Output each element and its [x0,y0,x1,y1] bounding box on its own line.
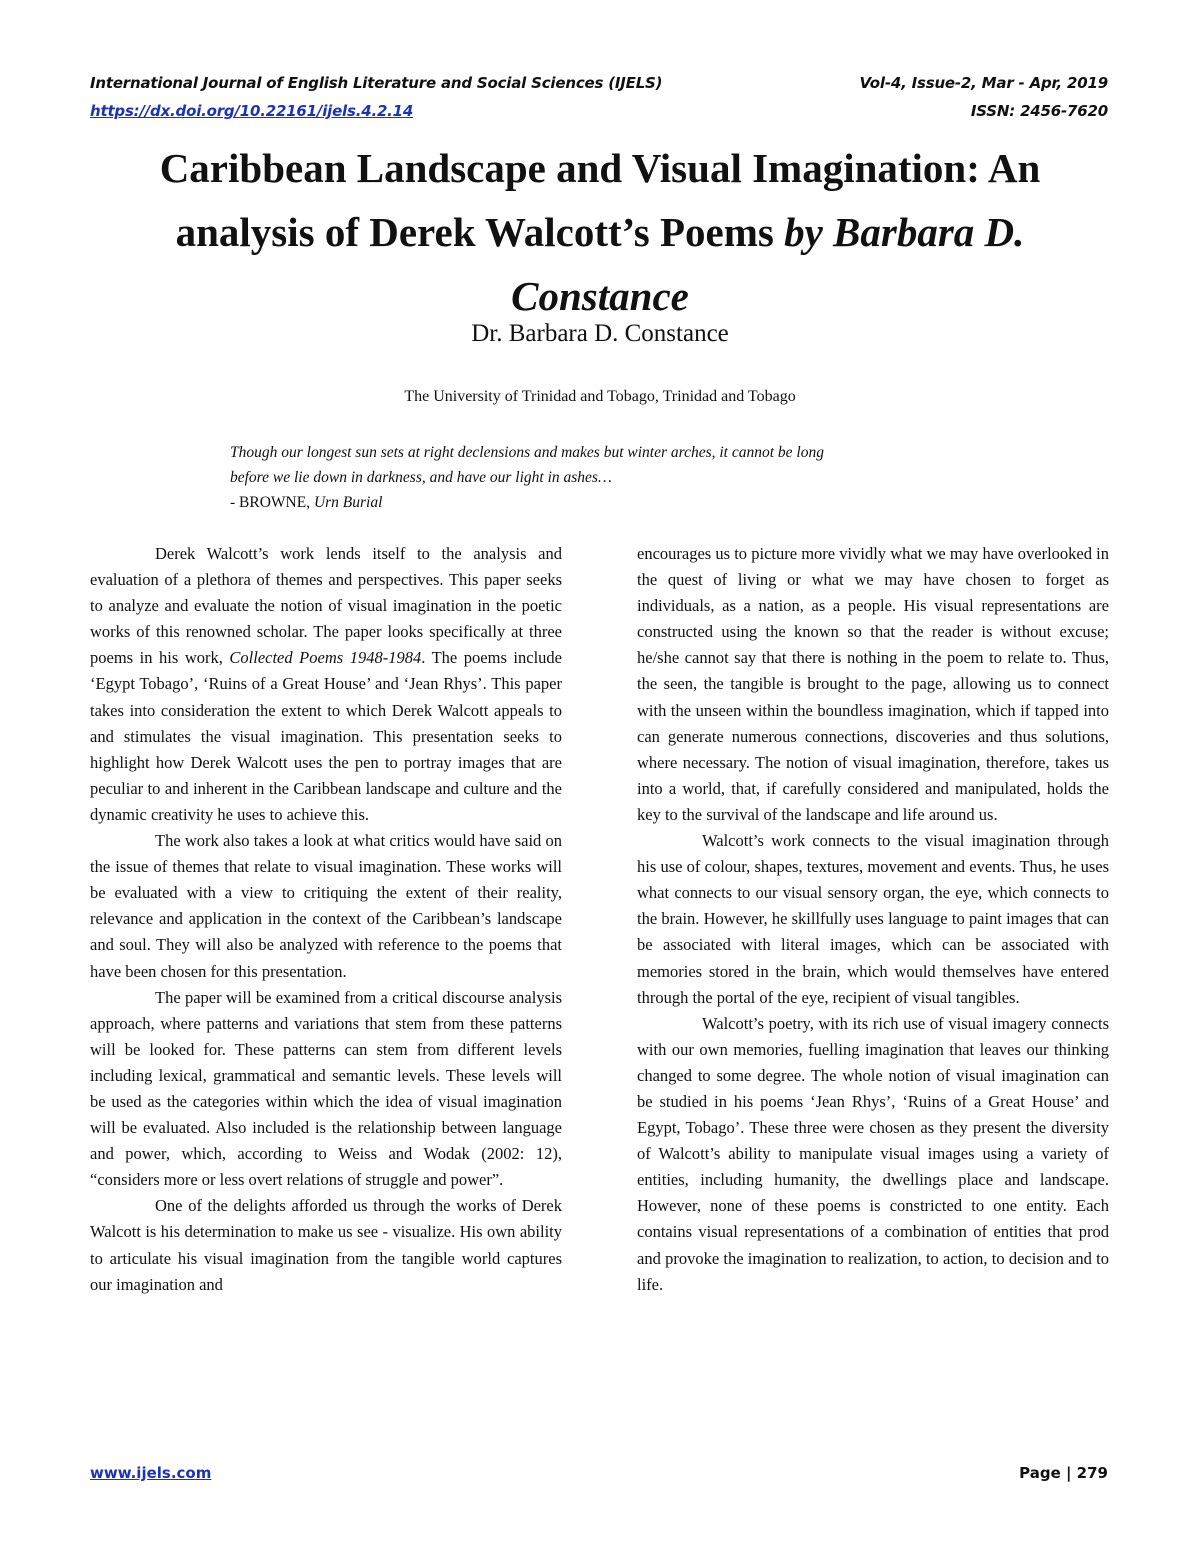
page-number: Page | 279 [1019,1464,1108,1482]
author-name: Dr. Barbara D. Constance [471,320,729,347]
paper-title [60,136,1140,328]
epigraph-line-1: Though our longest sun sets at right declensions and makes but winter arches, it cannot be long [230,444,824,461]
doi-link[interactable]: https://dx.doi.org/10.22161/ijels.4.2.14 [90,102,414,120]
affiliation: The University of Trinidad and Tobago, Trinidad and Tobago [404,388,796,405]
journal-name: International Journal of English Literature and Social Sciences (IJELS) [90,74,663,92]
right-column [637,541,1109,1298]
paragraph [90,541,562,828]
epigraph-line-2: before we lie down in darkness, and have our light in ashes… [230,469,612,486]
title-line-2 [60,200,1140,264]
journal-website-link[interactable]: www.ijels.com [90,1464,212,1482]
book-title: Collected Poems 1948-1984 [229,648,422,668]
issn: ISSN: 2456-7620 [970,102,1108,120]
paragraph-text: Derek Walcott’s work lends itself to the analysis and evaluation of a plethora of themes and perspectives. This paper seeks to analyze and evaluate the notion of visual imagination in the poetic works of this renowned scholar. The paper looks specifically at three poems in his work, [90,544,562,668]
paragraph: The work also takes a look at what critics would have said on the issue of themes that relate to visual imagination. These works will be evaluated with a view to critiquing the extent of their reality, relevance and application in the context of the Caribbean’s landscape and soul. They will also be analyzed with reference to the poems that have been chosen for this presentation. [90,831,562,981]
paragraph-text: . The poems include ‘Egypt Tobago’, ‘Ruins of a Great House’ and ‘Jean Rhys’. This paper takes into consideration the extent to which Derek Walcott appeals to and stimulates the visual imagination. This presentation seeks to highlight how Derek Walcott uses the pen to portray images that are peculiar to and inherent in the Caribbean landscape and culture and the dynamic creativity he uses to achieve this. [90,648,562,824]
running-header-bottom [90,102,1108,120]
running-header-top [90,74,1108,92]
paragraph: Walcott’s work connects to the visual imagination through his use of colour, shapes, textures, movement and events. Thus, he uses what connects to our visual sensory organ, the eye, which connects to the brain. However, he skillfully uses language to paint images that can be associated with literal images, which can be associated with memories stored in the brain, which would themselves have entered through the portal of the eye, recipient of visual tangibles. [637,831,1109,1007]
title-line-2-main: analysis of Derek Walcott’s Poems [175,209,785,255]
paragraph: encourages us to picture more vividly what we may have overlooked in the quest of living or what we may have chosen to forget as individuals, as a nation, as a people. His visual representations are constructed using the known so that the reader is without excuse; he/she cannot say that there is nothing in the poem to relate to. Thus, the seen, the tangible is brought to the page, allowing us to connect with the unseen within the boundless imagination, which if tapped into can generate numerous connections, discoveries and thus solutions, where necessary. The notion of visual imagination, therefore, takes us into a world, that, if carefully considered and manipulated, holds the key to the survival of the landscape and life around us. [637,544,1109,824]
epigraph [230,440,1030,515]
paragraph: The paper will be examined from a critical discourse analysis approach, where patterns and variations that stem from these patterns will be looked for. These patterns can stem from different levels including lexical, grammatical and semantic levels. These levels will be used as the categories within which the idea of visual imagination will be evaluated. Also included is the relationship between language and power, which, according to Weiss and Wodak (2002: 12), “considers more or less overt relations of struggle and power”. [90,987,562,1190]
page-footer [90,1464,1108,1482]
title-line-3: Constance [511,273,689,319]
epigraph-attribution-line [230,490,1030,515]
volume-issue: Vol-4, Issue-2, Mar - Apr, 2019 [859,74,1108,92]
title-line-2-italic: by Barbara D. [784,209,1025,255]
epigraph-source: Urn Burial [313,494,383,511]
epigraph-attribution: - BROWNE, [230,494,314,511]
left-column [90,541,562,1298]
paragraph: Walcott’s poetry, with its rich use of visual imagery connects with our own memories, fuelling imagination that leaves our thinking changed to some degree. The whole notion of visual imagination can be studied in his poems ‘Jean Rhys’, ‘Ruins of a Great House’ and Egypt, Tobago’. These three were chosen as they present the diversity of Walcott’s ability to manipulate visual images using a variety of entities, including humanity, the dwellings place and landscape. However, none of these poems is constricted to one entity. Each contains visual representations of a combination of entities that prod and provoke the imagination to realization, to action, to decision and to life. [637,1013,1109,1294]
paragraph: One of the delights afforded us through the works of Derek Walcott is his determination to make us see - visualize. His own ability to articulate his visual imagination from the tangible world captures our imagination and [90,1196,562,1294]
title-line-1: Caribbean Landscape and Visual Imagination: An [159,145,1041,191]
